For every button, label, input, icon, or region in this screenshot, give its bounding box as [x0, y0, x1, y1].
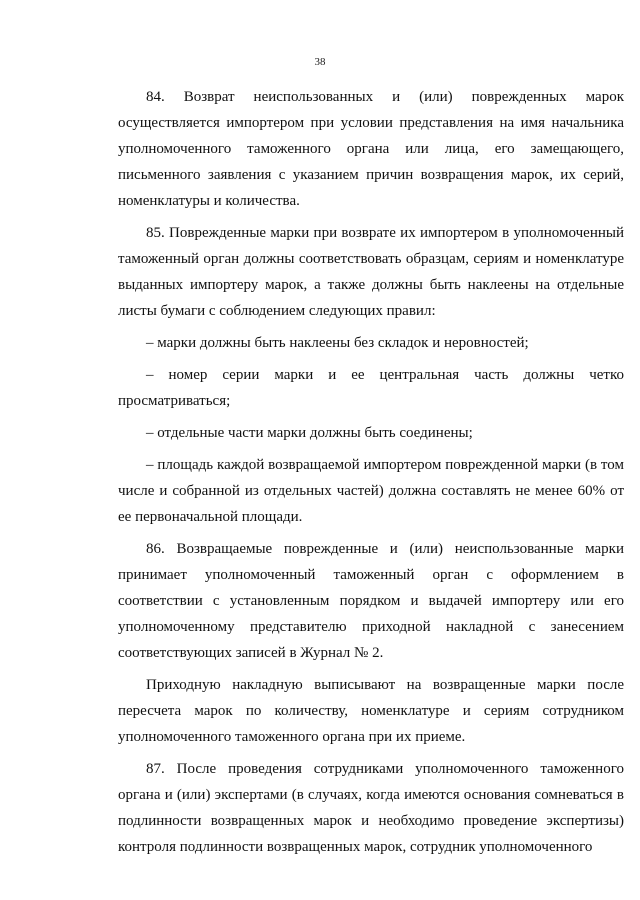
rule-item-no-folds: – марки должны быть наклеены без складок и неровностей;	[146, 335, 529, 351]
paragraph-87: 87. После проведения сотрудниками уполномоченного таможенного органа и (или) экспертами (в случаях, когда имеются основания сомневаться в подлинности возвращенных марок и необходимо проведение экспертизы) контроля подлинности возвращенных марок, сотрудник уполномоченного	[118, 761, 624, 855]
rule-item-parts-joined: – отдельные части марки должны быть соединены;	[146, 425, 473, 441]
paragraph-85: 85. Поврежденные марки при возврате их импортером в уполномоченный таможенный орган должны соответствовать образцам, сериям и номенклатуре выданных импортеру марок, а также должны быть наклеены на отдельные листы бумаги с соблюдением следующих правил:	[118, 225, 624, 319]
paragraph-86: 86. Возвращаемые поврежденные и (или) неиспользованные марки принимает уполномоченный таможенный орган с оформлением в соответствии с установленным порядком и выдачей импортеру или его уполномоченному представителю приходной накладной с занесением соответствующих записей в Журнал № 2.	[118, 541, 624, 661]
rule-item-serial-visible: – номер серии марки и ее центральная часть должны четко просматриваться;	[118, 367, 624, 409]
document-body	[118, 84, 624, 866]
paragraph-84: 84. Возврат неиспользованных и (или) поврежденных марок осуществляется импортером при условии представления на имя начальника уполномоченного таможенного органа или лица, его замещающего, письменного заявления с указанием причин возвращения марок, их серий, номенклатуры и количества.	[118, 89, 624, 209]
paragraph-86-invoice: Приходную накладную выписывают на возвращенные марки после пересчета марок по количеству, номенклатуре и сериям сотрудником уполномоченного таможенного органа при их приеме.	[118, 677, 624, 745]
page-number: 38	[314, 56, 326, 68]
rule-item-area: – площадь каждой возвращаемой импортером поврежденной марки (в том числе и собранной из отдельных частей) должна составлять не менее 60% от ее первоначальной площади.	[118, 457, 624, 525]
